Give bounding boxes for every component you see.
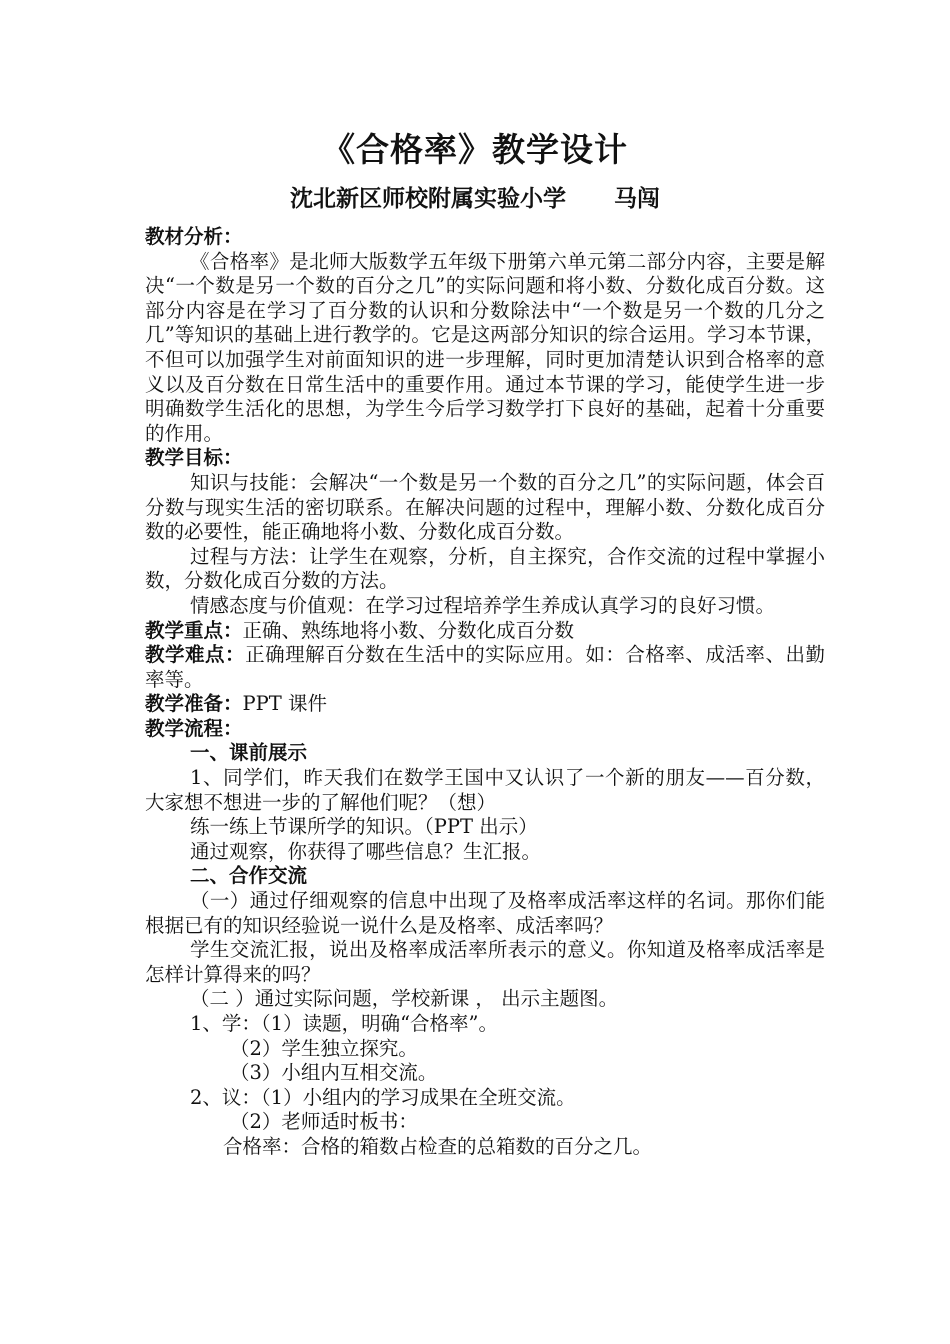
- goal-emotion: 情感态度与价值观：在学习过程培养学生养成认真学习的良好习惯。: [190, 593, 776, 617]
- section2-paragraph: 合格率：合格的箱数占检查的总箱数的百分之几。: [223, 1134, 653, 1158]
- key-point-text: 正确、熟练地将小数、分数化成百分数: [242, 618, 575, 642]
- section2-paragraph: （3）小组内互相交流。: [230, 1061, 438, 1085]
- document-body: [145, 225, 825, 1160]
- flow-heading: 教学流程：: [145, 716, 243, 740]
- difficulty: [145, 643, 825, 692]
- analysis-heading: 教材分析：: [145, 225, 243, 248]
- section1-heading: 一、课前展示: [190, 741, 308, 765]
- goal-knowledge: 知识与技能：会解决“一个数是另一个数的百分之几”的实际问题，体会百分数与现实生活的密切联系。在解决问题的过程中，理解小数、分数化成百分数的必要性，能正确地将小数、分数化成百分数。: [145, 470, 825, 544]
- section2-paragraph: 2、议：（1）小组内的学习成果在全班交流。: [190, 1085, 576, 1109]
- section1-paragraph: 1、同学们，昨天我们在数学王国中又认识了一个新的朋友——百分数，大家想不想进一步的了解他们呢？（想）: [145, 766, 825, 814]
- preparation: [145, 692, 825, 717]
- section2-paragraph: 学生交流汇报，说出及格率成活率所表示的意义。你知道及格率成活率是怎样计算得来的吗？: [145, 938, 825, 986]
- section2-heading: 二、合作交流: [190, 864, 308, 888]
- author-line: 沈北新区师校附属实验小学 马闯: [289, 186, 661, 212]
- section2-paragraph: 1、学：（1）读题，明确“合格率”。: [190, 1012, 499, 1035]
- section2-paragraph: （2）老师适时板书：: [230, 1110, 418, 1134]
- analysis-paragraph: 《合格率》是北师大版数学五年级下册第六单元第二部分内容，主要是解决“一个数是另一个数的百分之几”的实际问题和将小数、分数化成百分数。这部分内容是在学习了百分数的认识和分数除法中“一个数是另一个数的几分之几”等知识的基础上进行教学的。它是这两部分知识的综合运用。学习本节课，不但可以加强学生对前面知识的进一步理解，同时更加清楚认识到合格率的意义以及百分数在日常生活中的重要作用。通过本节课的学习，能使学生进一步明确数学生活化的思想，为学生今后学习数学打下良好的基础，起着十分重要的作用。: [145, 249, 825, 445]
- section1-paragraph: 练一练上节课所学的知识。（PPT 出示）: [190, 815, 538, 839]
- document-title: 《合格率》教学设计: [322, 130, 628, 169]
- goals-heading: 教学目标：: [145, 446, 243, 470]
- section2-paragraph: （二 ）通过实际问题，学校新课 ， 出示主题图。: [190, 987, 619, 1011]
- difficulty-text: 正确理解百分数在生活中的实际应用。如：合格率、成活率、出勤率等。: [145, 643, 825, 691]
- section1-paragraph: 通过观察，你获得了哪些信息？生汇报。: [190, 839, 542, 863]
- section2-paragraph: （一）通过仔细观察的信息中出现了及格率成活率这样的名词。那你们能根据已有的知识经验说一说什么是及格率、成活率吗？: [145, 889, 825, 937]
- key-point: [145, 619, 825, 644]
- goal-process: 过程与方法：让学生在观察，分析，自主探究，合作交流的过程中掌握小数，分数化成百分数的方法。: [145, 544, 825, 593]
- preparation-heading: 教学准备：: [145, 692, 243, 716]
- section2-paragraph: （2）学生独立探究。: [230, 1036, 418, 1060]
- difficulty-heading: 教学难点：: [145, 643, 246, 667]
- key-point-heading: 教学重点：: [145, 618, 243, 642]
- preparation-text: PPT 课件: [242, 692, 327, 716]
